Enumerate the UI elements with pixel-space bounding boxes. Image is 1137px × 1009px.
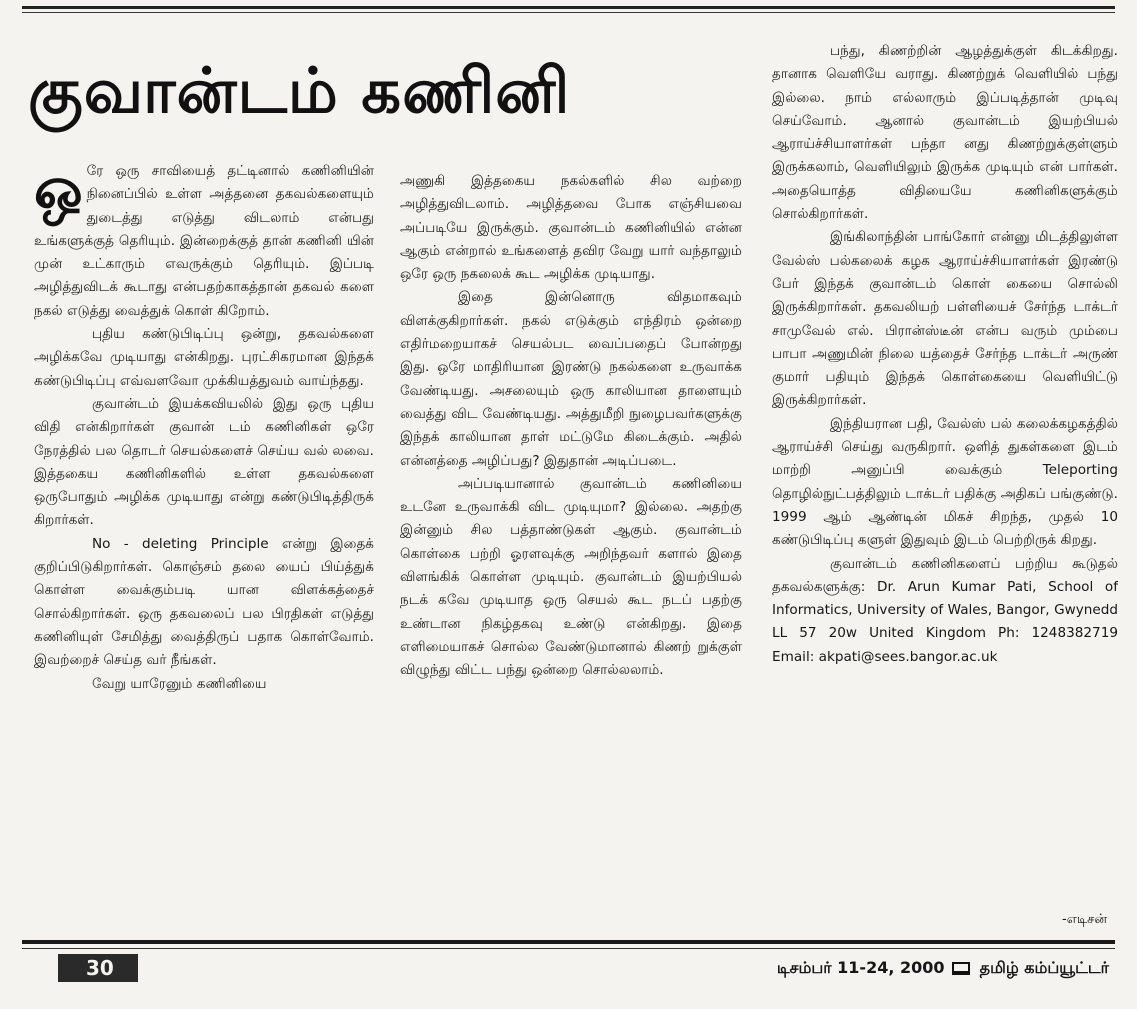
paragraph: குவான்டம் கணினிகளைப் பற்றிய கூடுதல் தகவல்களுக்கு: Dr. Arun Kumar Pati, School of Informatics, University of Wales, Bangor, Gwynedd LL 57 20w United Kingdom Ph: 1248382719 Email: akpati@sees.bangor.ac.uk: [772, 555, 1118, 665]
magazine-name: தமிழ் கம்ப்யூட்டர்: [979, 958, 1109, 977]
drop-cap: ஒ: [34, 160, 83, 222]
paragraph: இங்கிலாந்தின் பாங்கோர் என்னு மிடத்திலுள்ள வேல்ஸ் பல்கலைக் கழக ஆராய்ச்சியாளர்கள் இரண்டு பேர் இந்தக் குவான்டம் கொள் கையை சொல்லி இருக்கிறார்கள். தகவலியற் பள்ளியைச் சேர்ந்த டாக்டர் சாமுவேல் எல். பிரான்ஸ்டீன் என்ப வரும் மும்பை பாபா அணுமின் நிலை யத்தைச் சேர்ந்த டாக்டர் அருண் குமார் பதியும் இந்தக் கொள்கையை வெளியிட்டு இருக்கிறார்கள்.: [772, 229, 1118, 409]
paragraph: புதிய கண்டுபிடிப்பு ஒன்று, தகவல்களை அழிக்கவே முடியாது என்கிறது. புரட்சிகரமான இந்தக் கண்டுபிடிப்பு எவ்வளவோ முக்கியத்துவம் வாய்ந்தது.: [34, 326, 374, 389]
paragraph: இதை இன்னொரு விதமாகவும் விளக்குகிறார்கள். நகல் எடுக்கும் எந்திரம் ஒன்றை எதிர்மறையாகச் செயல்பட வைப்பதைப் போன்றது இது. ஒரே மாதிரியான இரண்டு நகல்களை உருவாக்க வேண்டியது. அசலையும் ஒரு காலியான தாளையும் வைத்து விட வேண்டியது. அத்துமீறி நுழைபவர்களுக்கு இந்தக் காலியான தாள் மட்டுமே கிடைக்கும். அதில் என்னத்தை அழிப்பது? இதுதான் அடிப்படை.: [400, 289, 742, 469]
page-number: 30: [58, 954, 138, 982]
top-rule: [22, 6, 1115, 9]
column-left: [34, 160, 374, 930]
paragraph: அப்படியானால் குவான்டம் கணினியை உடனே உருவாக்கி விட முடியுமா? இல்லை. அதற்கு இன்னும் சில பத்தாண்டுகள் ஆகும். குவான்டம் கொள்கை பற்றி ஓரளவுக்கு அறிந்தவர் களால் இதை விளங்கிக் கொள்ள முடியும். குவான்டம் இயற்பியல் நடக் கவே முடியாத ஒரு செயல் கூட நடப் பதற்கு உண்டான நிகழ்தகவு உண்டு என்கிறது. இதை எளிமையாகச் சொல்ல வேண்டுமானால் கிணற் றுக்குள் விழுந்து விட்ட பந்து ஒன்றை சொல்லலாம்.: [400, 475, 742, 679]
paragraph: வேறு யாரேனும் கணினியை: [92, 675, 267, 692]
article-title: குவான்டம் கணினி: [28, 54, 571, 127]
author-signoff: -எடிசன்: [1062, 912, 1107, 927]
paragraph: No - deleting Principle என்று இதைக் குறிப்பிடுகிறார்கள். கொஞ்சம் தலை யைப் பிய்த்துக் கொள்ள வைக்கும்படி யான விளக்கத்தைச் சொல்கிறார்கள். ஒரு தகவலைப் பல பிரதிகள் எடுத்து கணினியுள் சேமித்து வைத்திருப் பதாக கொள்வோம். இவற்றைச் செய்த வர் நீங்கள்.: [34, 535, 374, 669]
column-middle: [400, 170, 742, 940]
top-rule-thin: [22, 12, 1115, 13]
bottom-rule-thin: [22, 948, 1115, 949]
column-right: [772, 40, 1118, 906]
computer-monitor-icon: [952, 962, 970, 975]
paragraph: இந்தியரான பதி, வேல்ஸ் பல் கலைக்கழகத்தில் ஆராய்ச்சி செய்து வருகிறார். ஒளித் துகள்களை இடம் மாற்றி அனுப்பி வைக்கும் Teleporting தொழில்நுட்பத்திலும் டாக்டர் பதிக்கு அதிகப் பங்குண்டு. 1999 ஆம் ஆண்டின் மிகச் சிறந்த, முதல் 10 கண்டுபிடிப்பு களுள் இதுவும் இடம் பெற்றிருக் கிறது.: [772, 415, 1118, 549]
issue-date: டிசம்பர் 11-24, 2000: [776, 958, 945, 977]
bottom-rule: [22, 940, 1115, 944]
paragraph: அணுகி இத்தகைய நகல்களில் சில வற்றை அழித்துவிடலாம். அழித்தவை போக எஞ்சியவை அப்படியே இருக்கும். குவான்டம் கணினியில் என்ன ஆகும் என்றால் உங்களைத் தவிர வேறு யார் வந்தாலும் ஒரே ஒரு நகலைக் கூட அழிக்க முடியாது.: [400, 173, 742, 283]
footer-masthead: [777, 954, 1109, 982]
paragraph: ஒரே ஒரு சாவியைத் தட்டினால் கணினியின் நினைப்பில் உள்ள அத்தனை தகவல்களையும் துடைத்து எடுத்து விடலாம் என்பது உங்களுக்குத் தெரியும். இன்றைக்குத் தான் கணினி யின் முன் உட்காரும் எவருக்கும் தெரியும். இப்படி அழித்துவிடக் கூடாது என்பதற்காகத்தான் தகவல் களை நகல் எடுத்து வைத்துக் கொள் கிறோம்.: [34, 160, 374, 319]
paragraph: குவான்டம் இயக்கவியலில் இது ஒரு புதிய விதி என்கிறார்கள் குவான் டம் கணினிகள் ஒரே நேரத்தில் பல தொடர் செயல்களைச் செய்ய வல் லவை. இத்தகைய கணினிகளில் உள்ள தகவல்களை ஒருபோதும் அழிக்க முடியாது என்று கண்டுபிடித்திருக் கிறார்கள்.: [34, 395, 374, 529]
paragraph: பந்து, கிணற்றின் ஆழத்துக்குள் கிடக்கிறது. தானாக வெளியே வராது. கிணற்றுக் வெளியில் பந்து இல்லை. நாம் எல்லாரும் இப்படித்தான் முடிவு செய்வோம். ஆனால் குவான்டம் இயற்பியல் ஆராய்ச்சியாளர்கள் பந்தா னது கிணற்றுக்குள்ளும் இருக்கலாம், வெளியிலும் இருக்க முடியும் என் பார்கள். அதையொத்த விதியையே கணினிகளுக்கும் சொல்கிறார்கள்.: [772, 43, 1118, 223]
